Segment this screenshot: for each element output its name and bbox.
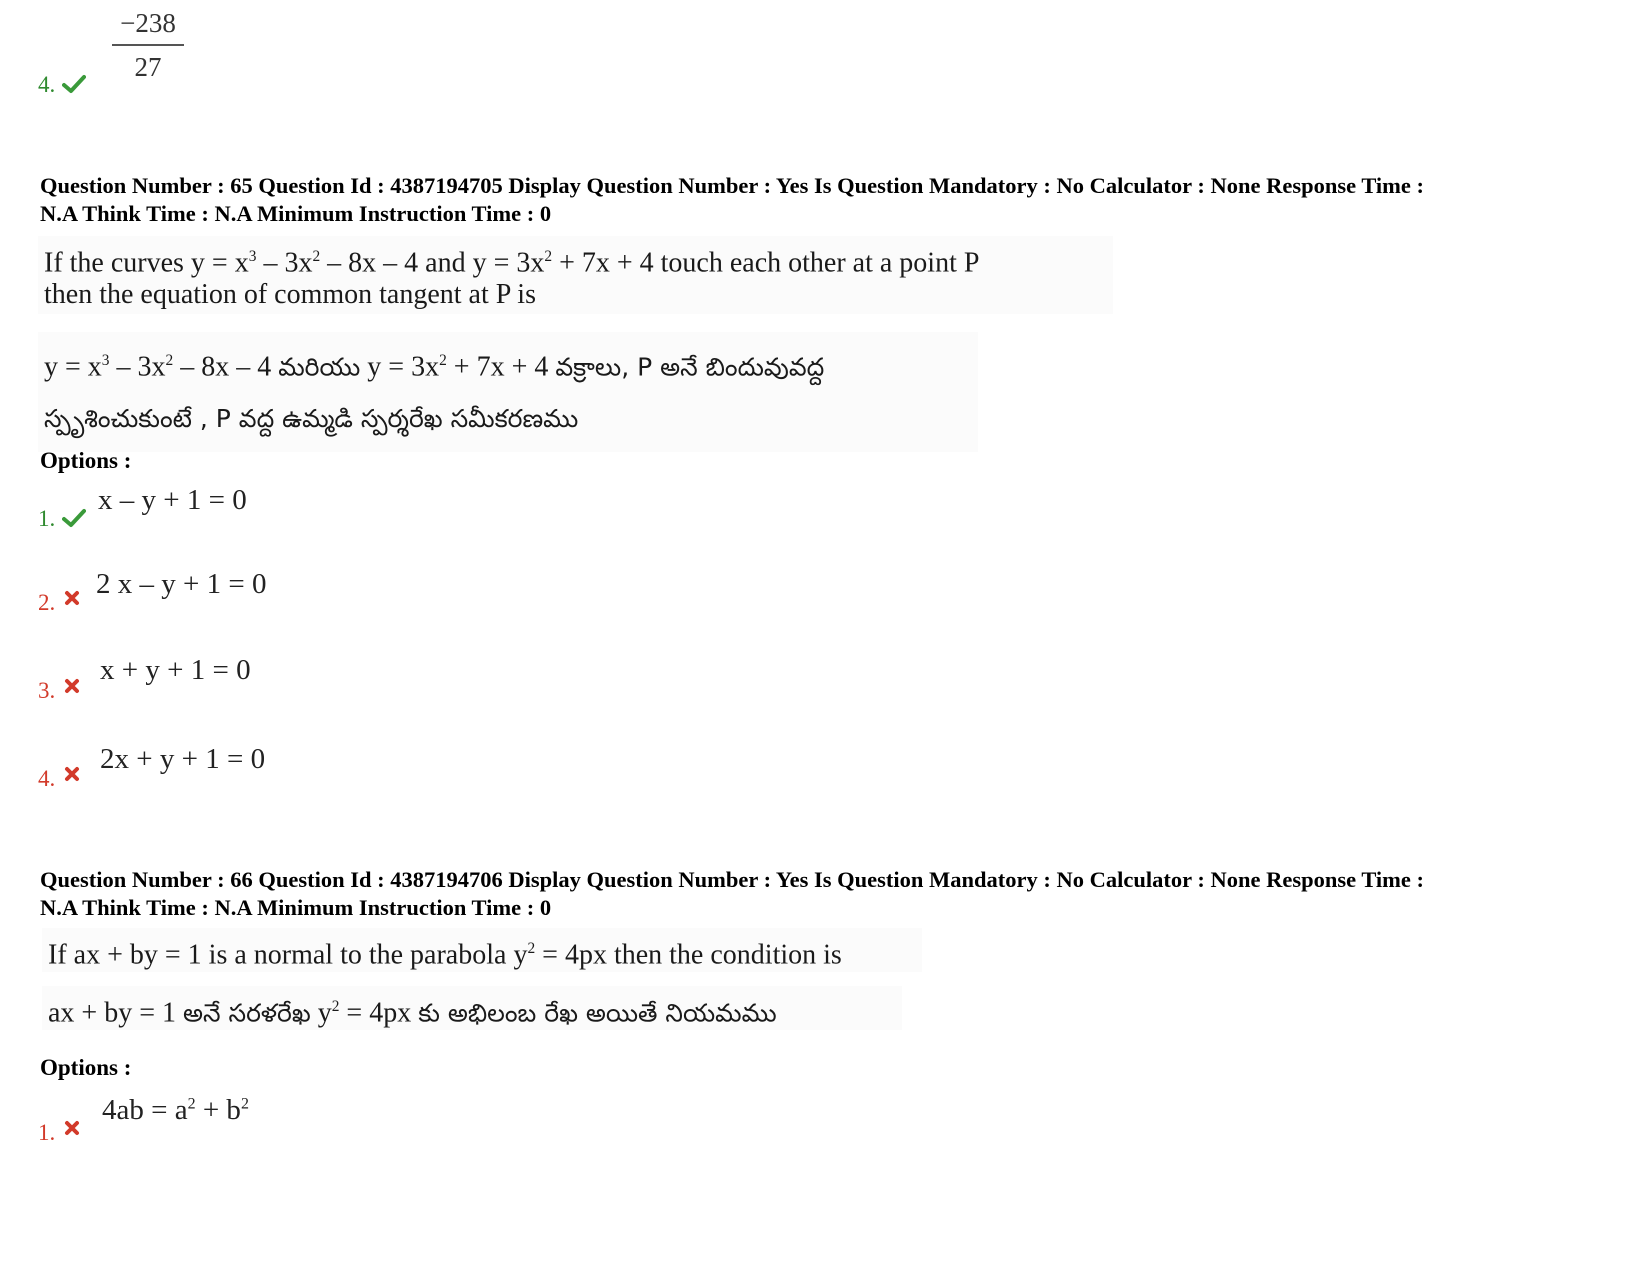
option-number: 2. [38, 590, 56, 615]
options-label: Options : [40, 448, 132, 473]
question-text-telugu [42, 986, 902, 1030]
fraction-answer [112, 6, 184, 82]
option-text: x – y + 1 = 0 [98, 484, 247, 516]
cross-icon [64, 590, 80, 606]
question-line: $y = x^3 - 3x^2 - 8x - 4$ మరియు $y = 3x^2 + 7x + 4$ వక్రాలు, P అనే బిందువువద్ద [44, 351, 825, 383]
question-meta-line1: Question Number : 65 Question Id : 4387194705 Display Question Number : Yes Is Question Mandatory : No Calculator : None Response Time : [40, 173, 1425, 198]
options-label: Options : [40, 1055, 132, 1080]
question-line: ax + by = 1 అనే సరళరేఖ $y^2 = 4px$ కు అభిలంబ రేఖ అయితే నియమము [48, 997, 777, 1029]
question-meta-line2: N.A Think Time : N.A Minimum Instruction Time : 0 [40, 895, 552, 920]
option-number: 1. [38, 1120, 56, 1145]
option-number: 4. [38, 72, 56, 97]
question-line: then the equation of common tangent at P is [44, 279, 536, 310]
fraction-denominator: 27 [134, 52, 162, 82]
question-text-telugu [38, 332, 978, 452]
question-text-english [42, 928, 922, 972]
option-text: x + y + 1 = 0 [100, 654, 251, 686]
cross-icon [64, 1120, 80, 1136]
question-meta-line1: Question Number : 66 Question Id : 4387194706 Display Question Number : Yes Is Question Mandatory : No Calculator : None Response Time : [40, 867, 1425, 892]
cross-icon [64, 678, 80, 694]
question-line: If the curves $y = x^3 - 3x^2 - 8x - 4$ and $y = 3x^2 + 7x + 4$ touch each other at a point P [44, 247, 980, 279]
option-number: 1. [38, 506, 56, 531]
question-meta [40, 172, 1620, 228]
option-number: 4. [38, 766, 56, 791]
question-line: If ax + by = 1 is a normal to the parabola $y^2 = 4px$ then the condition is [48, 939, 842, 971]
option-text: 2 x – y + 1 = 0 [96, 568, 267, 600]
option-text: $4ab = a^2 + b^2$ [102, 1094, 249, 1126]
check-icon [62, 74, 86, 94]
cross-icon [64, 766, 80, 782]
fraction-numerator: −238 [120, 8, 176, 38]
option-number: 3. [38, 678, 56, 703]
question-line: స్పృశించుకుంటే , P వద్ద ఉమ్మడి స్పర్శరేఖ సమీకరణము [44, 404, 579, 433]
question-meta [40, 866, 1620, 922]
check-icon [62, 508, 86, 528]
question-text-english [38, 236, 1113, 314]
fraction-bar [112, 44, 184, 46]
question-meta-line2: N.A Think Time : N.A Minimum Instruction Time : 0 [40, 201, 552, 226]
option-text: 2x + y + 1 = 0 [100, 743, 266, 775]
